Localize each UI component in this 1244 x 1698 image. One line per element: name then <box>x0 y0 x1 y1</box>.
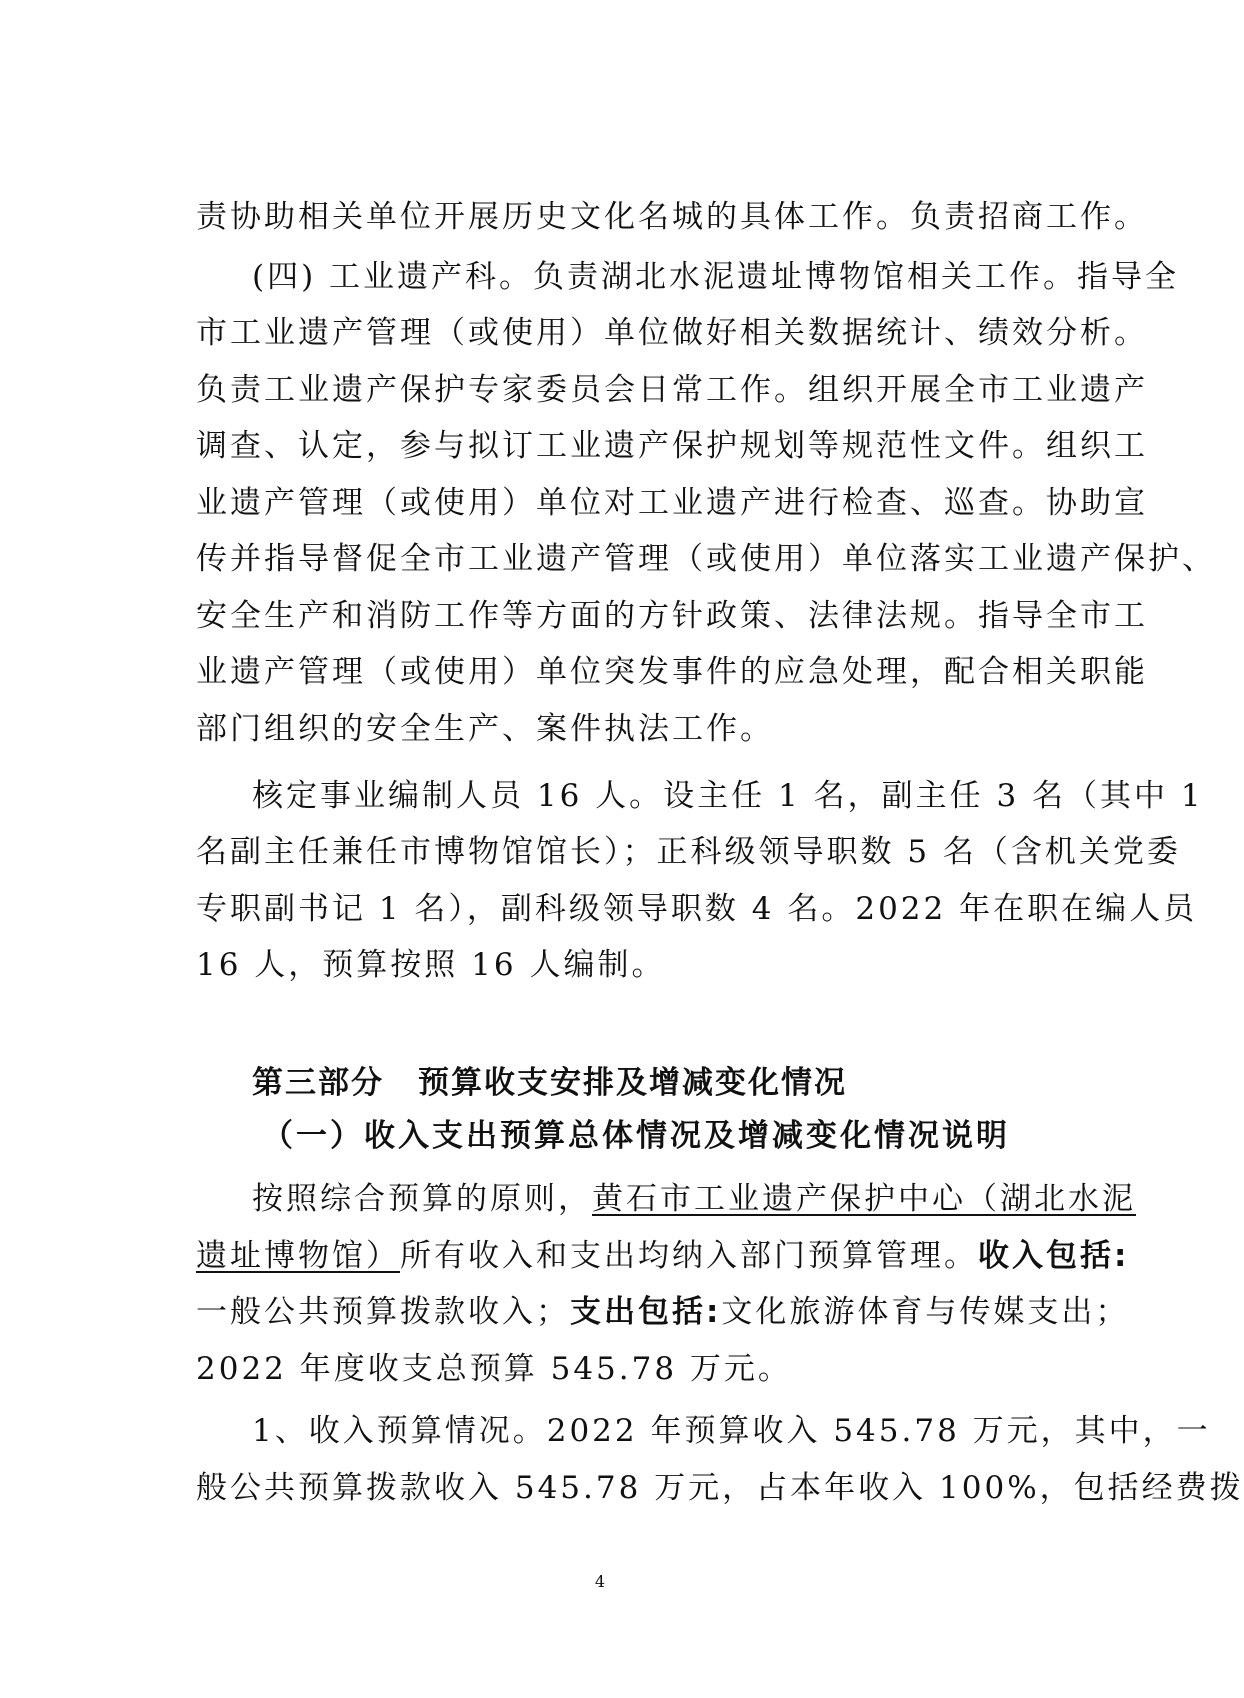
staffing-line: 核定事业编制人员 16 人。设主任 1 名，副主任 3 名（其中 1 <box>252 778 1204 814</box>
paragraph-line: 1、收入预算情况。2022 年预算收入 545.78 万元，其中，一 <box>252 1413 1211 1449</box>
text-run: 一般公共预算拨款收入； <box>196 1294 570 1330</box>
body-line: 传并指导督促全市工业遗产管理（或使用）单位落实工业遗产保护、 <box>196 541 1216 577</box>
text-run: 按照综合预算的原则， <box>252 1181 592 1217</box>
body-line: 负责工业遗产保护专家委员会日常工作。组织开展全市工业遗产 <box>196 372 1148 408</box>
text-run: 所有收入和支出均纳入部门预算管理。 <box>400 1238 978 1274</box>
body-line: (四) 工业遗产科。负责湖北水泥遗址博物馆相关工作。指导全 <box>252 259 1180 295</box>
body-line: 市工业遗产管理（或使用）单位做好相关数据统计、绩效分析。 <box>196 315 1148 351</box>
body-line: 业遗产管理（或使用）单位对工业遗产进行检查、巡查。协助宣 <box>196 485 1148 521</box>
body-line: 部门组织的安全生产、案件执法工作。 <box>196 711 774 747</box>
paragraph-line <box>196 1289 1130 1335</box>
part-heading <box>252 1060 847 1106</box>
part-label: 第三部分 <box>252 1065 384 1101</box>
organization-name: 遗址博物馆） <box>196 1238 400 1274</box>
subsection-heading: （一）收入支出预算总体情况及增减变化情况说明 <box>262 1118 1010 1154</box>
body-line: 业遗产管理（或使用）单位突发事件的应急处理，配合相关职能 <box>196 654 1148 690</box>
page-number: 4 <box>594 1572 606 1591</box>
staffing-line: 16 人，预算按照 16 人编制。 <box>196 947 666 983</box>
body-line: 责协助相关单位开展历史文化名城的具体工作。负责招商工作。 <box>196 199 1148 235</box>
staffing-line: 名副主任兼任市博物馆馆长）；正科级领导职数 5 名（含机关党委 <box>196 834 1181 870</box>
paragraph-line <box>252 1176 1136 1222</box>
bold-label: 支出包括: <box>570 1294 722 1330</box>
body-line: 安全生产和消防工作等方面的方针政策、法律法规。指导全市工 <box>196 598 1148 634</box>
part-title: 预算收支安排及增减变化情况 <box>418 1065 847 1101</box>
organization-name: 黄石市工业遗产保护中心（湖北水泥 <box>592 1181 1136 1217</box>
paragraph-line: 2022 年度收支总预算 545.78 万元。 <box>196 1351 792 1387</box>
bold-label: 收入包括: <box>978 1238 1130 1274</box>
body-line: 调查、认定，参与拟订工业遗产保护规划等规范性文件。组织工 <box>196 428 1148 464</box>
paragraph-line: 般公共预算拨款收入 545.78 万元，占本年收入 100%，包括经费拨 <box>196 1470 1244 1506</box>
text-run: 文化旅游体育与传媒支出； <box>721 1294 1130 1330</box>
paragraph-line <box>196 1233 1130 1279</box>
staffing-line: 专职副书记 1 名），副科级领导职数 4 名。2022 年在职在编人员 <box>196 891 1198 927</box>
